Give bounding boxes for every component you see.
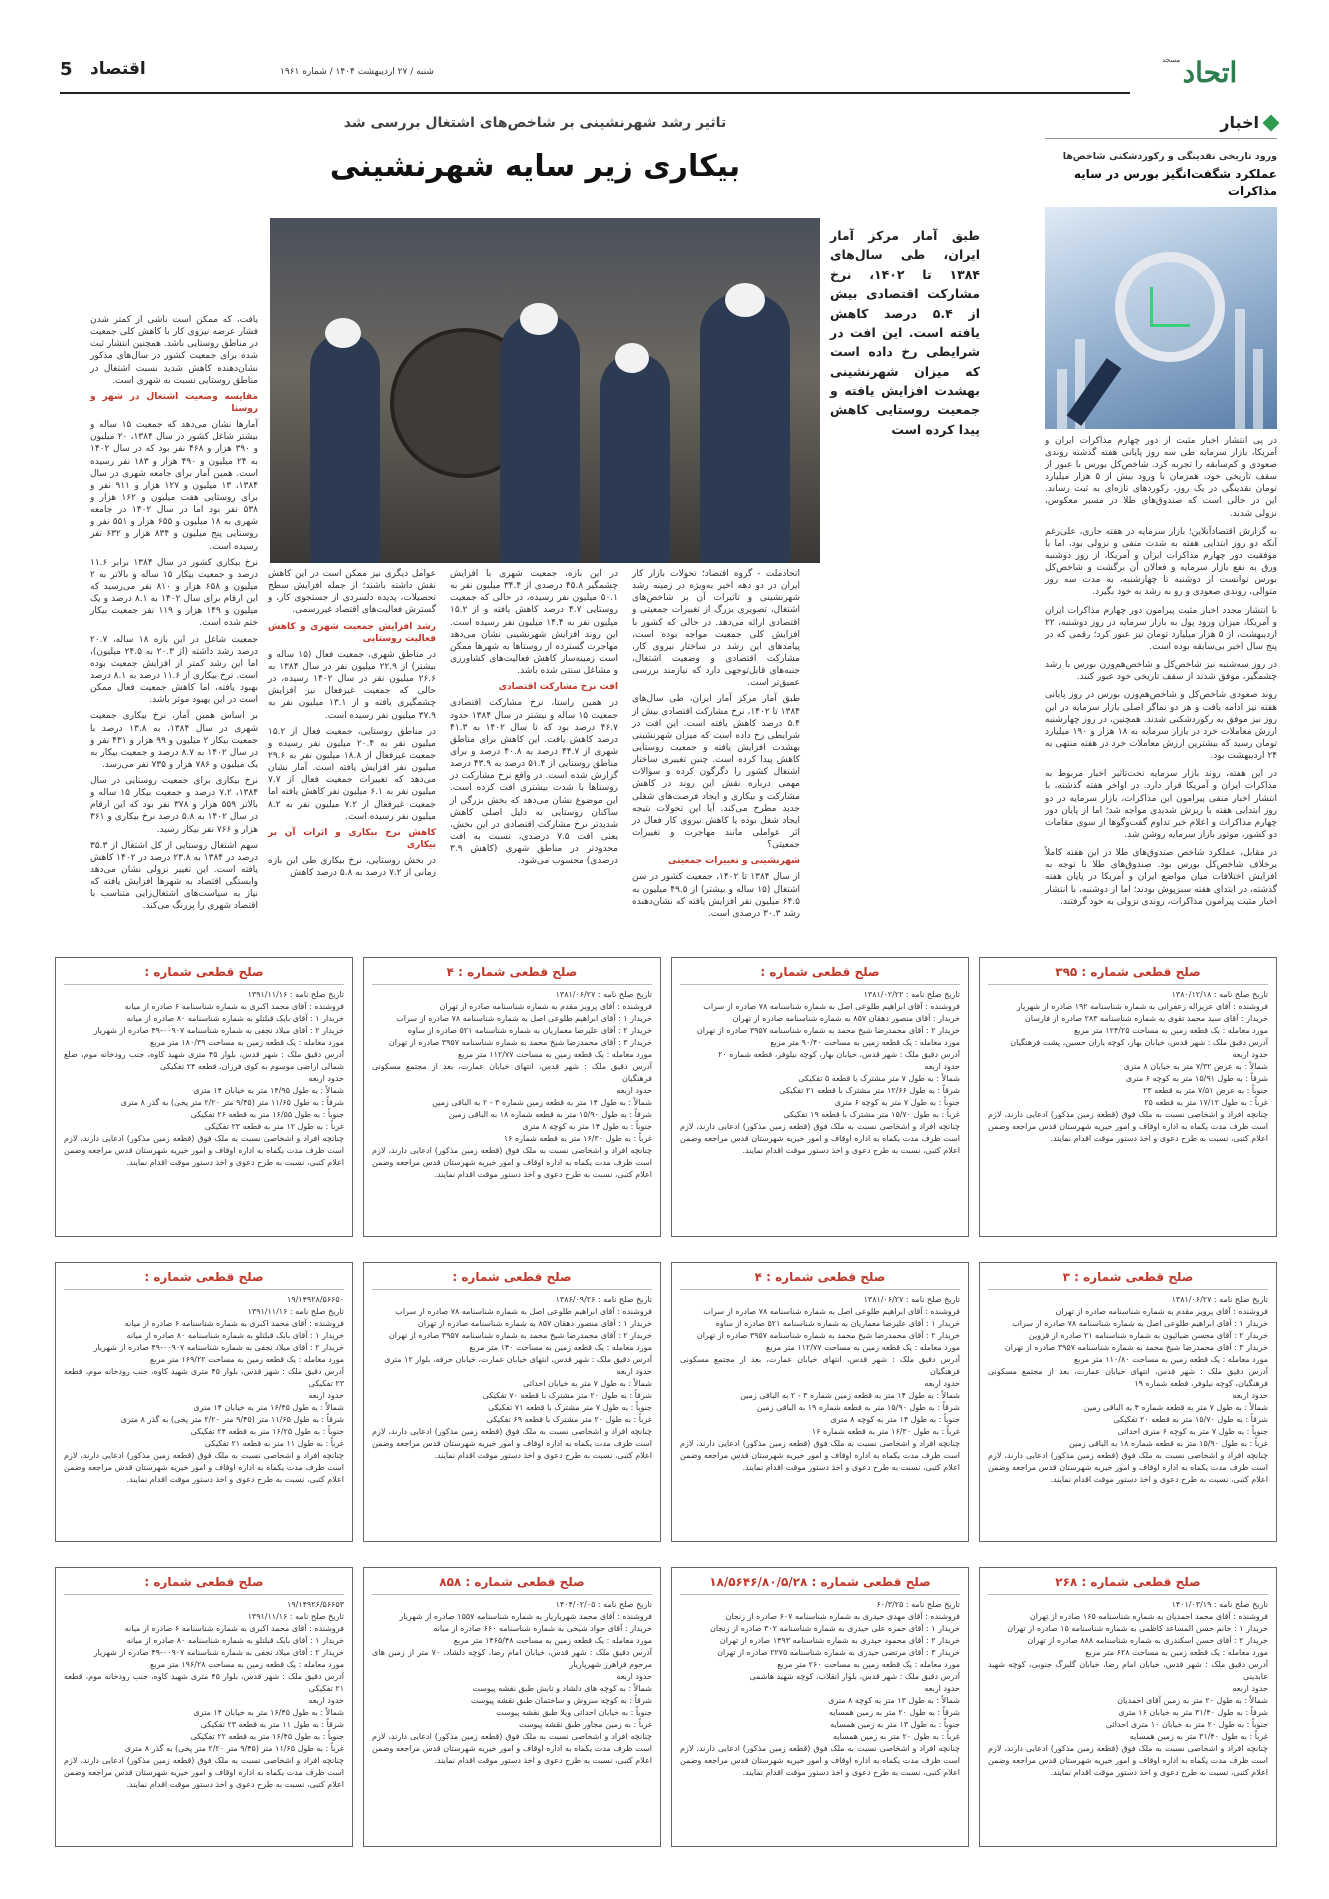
- news-paragraph: در مقابل، عملکرد شاخص صندوق‌های طلا در این هفته کاملاً برخلاف شاخص‌کل بورس بود. صندوق‌های طلا با توجه به افزایش اختلافات میان مواضع ایران و آمریکا در پایان هفته گذشته، در ابتدای هفته سبزپوش بودند؛ اما از دوشنبه، با انتشار اخبار مثبت پیرامون مذاکرات، روندی نزولی به خود گرفتند.: [1045, 848, 1277, 907]
- notice-line: آدرس دقیق ملک : شهر قدس، خیابان بهار، کوچه نیلوفر، قطعه شماره ۲۰: [718, 1050, 960, 1060]
- notice-line: مورد معامله : یک قطعه زمین به مساحت ۶۲۸ متر مربع: [1085, 1648, 1268, 1658]
- notice-line: خریدار ۱ : آقای ابراهیم طلوعی اصل به شماره شناسنامه ۷۸ صادره از سراب: [1012, 1319, 1268, 1329]
- notice-title: صلح قطعی شماره : ۸۵۸: [372, 1574, 652, 1595]
- notice-line: آدرس دقیق ملک : شهر قدس، بلوار ۴۵ متری شهید کاوه، جنب رودخانه موم، قطعه ۲۱ تفکیکی: [64, 1672, 345, 1694]
- notice-line: شرقاً : به طول ۱۱/۶۵ متر (۹/۴۵ متر ۲/۲۰ متر پخی) به گذر ۸ متری: [120, 1415, 344, 1425]
- article-paragraph: نرخ بیکاری برای جمعیت روستایی در سال ۱۳۸۴، ۷.۲ درصد و جمعیت بیکار ۱۵ ساله و بالاتر ۵۵۹ هزار و ۳۷۸ نفر بود که این ارقام در سال ۱۴۰۲ به ۵.۸ درصد نرخ بیکاری و ۳۶۱ هزار و ۷۶۶ نفر بیکار رسید.: [90, 776, 259, 835]
- notice-line: شرقاً : به طول ۱۵/۹۱ متر به کوچه ۶ متری: [1125, 1074, 1268, 1084]
- legal-notice: [671, 957, 969, 1237]
- article-paragraph: بر اساس همین آمار، نرخ بیکاری جمعیت شهری در سال ۱۳۸۴، به ۱۳.۸ درصد با جمعیت بیکار ۲ میلیون و ۹۹ هزار و ۴۳۱ نفر و در سال ۱۴۰۲ به ۸.۷ درصد و جمعیت بیکار به یک میلیون و ۷۸۶ هزار و ۷۳۵ نفر می‌رسد.: [90, 711, 259, 770]
- notice-title: صلح قطعی شماره : ۴: [372, 964, 652, 985]
- notice-line: مورد معامله : یک قطعه زمین به مساحت ۱۲۴/۲۵ متر مربع: [1073, 1026, 1268, 1036]
- notice-line: آدرس دقیق ملک : شهر قدس، خیابان بهار، کوچه یاران حسین، پشت فرهنگیان: [1010, 1038, 1268, 1048]
- notice-line: چنانچه افراد و اشخاصی نسبت به ملک فوق (قطعه زمین مذکور) ادعایی دارند، لازم است ظرف مدت یکماه به اداره اوقاف و امور خیریه شهرستان قدس مراجعه وضمن اعلام کتبی، نسبت به طرح دعوی و اخذ دستور موقت اقدام نمایند.: [680, 1122, 960, 1156]
- notice-line: خریدار ۱ : آقای بابک قبلتلو به شماره شناسنامه ۸۰ صادره از میانه: [126, 1014, 344, 1024]
- notice-line: تاریخ صلح نامه : ۱۳۸۶/۰۹/۲۶: [555, 1295, 652, 1305]
- notice-line: فروشنده : آقای پرویز مقدم به شماره شناسنامه صادره از تهران: [439, 1002, 652, 1012]
- notice-line: چنانچه افراد و اشخاصی نسبت به ملک فوق (قطعه زمین مذکور) ادعایی دارند، لازم است ظرف مدت یکماه به اداره اوقاف و امور خیریه شهرستان قدس مراجعه وضمن اعلام کتبی، نسبت به طرح دعوی و اخذ دستور موقت اقدام نمایند.: [372, 1732, 652, 1766]
- diamond-icon: [1263, 114, 1280, 131]
- notice-line: تاریخ صلح نامه : ۱۴۰۱/۰۳/۱۹: [1171, 1600, 1268, 1610]
- notice-line: ۱۹/۱۴۹۲۸/۵۶۶۵۰: [287, 1295, 344, 1305]
- notice-line: فروشنده : آقای محمد شهریاریار به شماره شناسنامه ۱۵۵۷ صادره از شهریار: [399, 1612, 652, 1622]
- notice-line: تاریخ صلح نامه : ۱۳۸۱/۰۶/۲۷: [555, 990, 652, 1000]
- article-paragraph: آمارها نشان می‌دهد که جمعیت ۱۵ ساله و بیشتر شاغل کشور در سال ۱۳۸۴، ۲۰ میلیون و ۳۹۰ هزار و ۴۶۸ نفر بود که در سال ۱۴۰۲ به ۲۴ میلیون و ۴۹۰ هزار و ۱۸۳ نفر رسیده است. همین آمار برای جامعه شهری در سال ۱۳۸۴، ۱۳ میلیون و ۱۲۷ هزار و ۹۱۱ نفر و برای روستایی هفت میلیون و ۱۶۲ هزار و ۵۳۸ نفر بود اما در سال ۱۴۰۲ در جامعه شهری به ۱۸ میلیون و ۶۵۵ هزار و ۵۵۱ نفر و روستایی پنج میلیون و ۸۳۴ هزار و ۶۳۲ نفر رسیده است.: [90, 420, 259, 552]
- notice-line: شمالاً : به طول ۷ متر به قطعه شماره ۴ به الباقی زمین: [1083, 1403, 1268, 1413]
- notice-line: تاریخ صلح نامه : ۱۳۸۱/۰۶/۲۷: [863, 1295, 960, 1305]
- notice-line: خریدار ۱ : آقای بابک قبلتلو به شماره شناسنامه ۸۰ صادره از میانه: [126, 1331, 344, 1341]
- news-paragraph: در این هفته، روند بازار سرمایه تحت‌تاثیر اخبار مربوط به مذاکرات ایران و آمریکا قرار دارد. در اواخر هفته گذشته، با انتشار اخبار منفی پیرامون این مذاکرات، بازار سرمایه در دو روز ابتدایی هفته با ریزش شدیدی مواجه شد؛ اما از پایان دور چهارم مذاکرات و اعلام خبر تداوم گفت‌وگوها از سوی مقامات دو کشور، موتور بازار سرمایه روشن شد.: [1045, 769, 1277, 840]
- notice-line: مورد معامله : یک قطعه زمین به مساحت ۹۰/۴۰ متر مربع: [770, 1038, 960, 1048]
- legal-notice: [671, 1567, 969, 1847]
- notice-line: مورد معامله : یک قطعه زمین به مساحت ۱۱۰/۸۰ متر مربع: [1073, 1355, 1268, 1365]
- notice-line: غرباً : به طول ۱۱ متر به قطعه ۲۱ تفکیکی: [204, 1439, 344, 1449]
- notice-line: جنوباً : به خیابان احداثی ویلا طبق نقشه پیوست: [496, 1708, 652, 1718]
- notice-line: حدود اربعه: [616, 1086, 652, 1096]
- notice-line: غرباً : به طول ۱۷/۱۲ متر به قطعه ۲۵: [1144, 1098, 1268, 1108]
- notice-line: فروشنده : آقای محمد اکبری به شماره شناسنامه ۶ صادره از میانه: [124, 1319, 344, 1329]
- notice-line: جنوباً : به عرض ۷/۵۱ متر به قطعه ۲۳: [1143, 1086, 1268, 1096]
- notice-line: خریدار ۱ : خانم حسن المساعد کاظمی به شماره شناسنامه ۱۵ صادره از تهران: [1007, 1624, 1268, 1634]
- notice-line: تاریخ صلح نامه : ۶۰/۳/۲۵: [876, 1600, 960, 1610]
- article-paragraph: طبق آمار مرکز آمار ایران، طی سال‌های ۱۳۸۴ تا ۱۴۰۲، نرخ مشارکت اقتصادی بیش از ۵.۴ درصد کاهش یافته است. این افت در شرایطی رخ داده است که میزان شهرنشینی بهشدت افزایش یافته و جمعیت روستایی کاهش پیدا کرده است. چنین تغییری ساختار اشتغال کشور را دگرگون کرده و سوالات مهمی درباره نقش این روند در کاهش مشارکت و بیکاری و ایجاد فرصت‌های شغلی جدید مطرح می‌کند. آیا این تحولات نتیجه ایجاد شغل بوده یا کاهش نیروی کار فعال در اثر عواملی مانند مهاجرت و تغییرات جمعیتی؟: [632, 694, 801, 851]
- notice-line: حدود اربعه: [924, 1684, 960, 1694]
- notice-line: خریدار ۱ : آقای منصور دهقان ۸۵۷ به شماره شناسنامه صادره از تهران: [417, 1319, 652, 1329]
- notice-line: چنانچه افراد و اشخاصی نسبت به ملک فوق (قطعه زمین مذکور) ادعایی دارند، لازم است ظرف مدت یکماه به اداره اوقاف و امور خیریه شهرستان قدس مراجعه وضمن اعلام کتبی، نسبت به طرح دعوی و اخذ دستور موقت اقدام نمایند.: [988, 1744, 1268, 1778]
- logo-text: اتحاد: [1182, 56, 1238, 89]
- notice-line: خریدار ۲ : آقای علیرضا معماریان به شماره شناسنامه ۵۲۱ صادره از ساوه: [407, 1026, 652, 1036]
- notice-line: فروشنده : آقای عزیزاله زعفرانی به شماره شناسنامه ۱۹۲ صادره از شهریار: [1016, 1002, 1268, 1012]
- notice-line: شرقاً : به کوچه سروش و ساختمان طبق نقشه پیوست: [470, 1696, 652, 1706]
- notice-line: حدود اربعه: [308, 1074, 344, 1084]
- article-column-4: [90, 314, 258, 917]
- news-paragraph: در روز سه‌شنبه نیز شاخص‌کل و شاخص‌هم‌وزن بورس با رشد چشمگیر، موفق شدند از سقف تاریخی خود عبور کنند.: [1045, 660, 1277, 683]
- notice-title: صلح قطعی شماره :: [372, 1269, 652, 1290]
- notice-line: خریدار ۱ : آقای حمزه علی حیدری به شماره شناسنامه ۳۰۲ صادره از زنجان: [709, 1624, 960, 1634]
- legal-notice: [363, 957, 661, 1237]
- article-paragraph: جمعیت شاغل در این بازه ۱۸ ساله، ۲۰.۷ درصد رشد داشته (از ۲۰.۳ به ۲۴.۵ میلیون)، اما این رشد کمتر از افزایش جمعیت بوده است. نرخ بیکاری از ۱۱.۶ درصد به ۸.۱ درصد بهبود یافته، اما کاهش جمعیت فعال ممکن است در این بهبود موثر باشد.: [90, 634, 258, 706]
- notice-line: حدود اربعه: [924, 1379, 960, 1389]
- news-header-title: اخبار: [1220, 113, 1259, 132]
- notice-line: حدود اربعه: [308, 1696, 344, 1706]
- notice-line: مورد معامله : یک قطعه زمین به مساحت ۱۱۲/۷۷ متر مربع: [765, 1343, 960, 1353]
- notice-line: غرباً : به طول ۳۱/۴۰ متر به زمین همسایه: [1129, 1732, 1268, 1742]
- notice-title: صلح قطعی شماره :: [64, 1574, 344, 1595]
- growth-arrow-icon: [1150, 287, 1190, 327]
- article-subheading: کاهش نرخ بیکاری و اثرات آن بر بیکاری: [268, 827, 436, 850]
- news-header: [1045, 112, 1277, 139]
- stock-market-photo: [1045, 207, 1277, 429]
- notice-line: چنانچه افراد و اشخاصی نسبت به ملک فوق (قطعه زمین مذکور) ادعایی دارند، لازم است ظرف مدت یکماه به اداره اوقاف و امور خیریه شهرستان قدس مراجعه وضمن اعلام کتبی، نسبت به طرح دعوی و اخذ دستور موقت اقدام نمایند.: [680, 1744, 960, 1778]
- article-paragraph: در مناطق شهری، جمعیت فعال (۱۵ ساله و بیشتر) از ۲۲.۹ میلیون نفر در سال ۱۳۸۴ به ۲۶.۶ میلیون نفر در سال ۱۴۰۲ رسیده، در حالی که جمعیت غیرفعال نیز افزایش چشمگیری یافته و از ۱۳.۱ میلیون نفر به ۳۷.۹ میلیون نفر رسیده است.: [268, 649, 437, 721]
- notice-line: جنوباً : به طول ۷ متر به کوچه ۶ متری: [834, 1098, 960, 1108]
- notice-line: شمالاً : به کوچه های دلشاد و تابش طبق نقشه پیوست: [472, 1684, 652, 1694]
- notice-line: خریدار ۲ : آقای محمدرضا شیخ محمد به شماره شناسنامه ۳۹۵۷ صادره از تهران: [388, 1331, 652, 1341]
- notice-line: خریدار ۲ : آقای میلاد نجفی به شماره شناسنامه ۰۰۹۰۷-۴۹ صادره از شهریار: [93, 1026, 344, 1036]
- notice-line: مورد معامله : یک قطعه زمین به مساحت ۱۶۹/۲۲ متر مربع: [149, 1355, 344, 1365]
- notice-line: غرباً : به طول ۱۶/۳۰ متر به قطعه شماره ۱۶: [503, 1134, 652, 1144]
- notice-line: خریدار ۲ : آقای محسن ضیائیون به شماره شناسنامه ۲۱ صادره از قزوین: [1028, 1331, 1268, 1341]
- notice-line: مورد معامله : یک قطعه زمین به مساحت ۲۶۰ متر مربع: [777, 1660, 960, 1670]
- notice-line: فروشنده : آقای محمد احمدیان به شماره شناسنامه ۱۶۵ صادره از تهران: [1029, 1612, 1268, 1622]
- notice-line: فروشنده : آقای ابراهیم طلوعی اصل به شماره شناسنامه ۷۸ صادره از سراب: [395, 1307, 652, 1317]
- notice-title: صلح قطعی شماره :: [64, 964, 344, 985]
- notice-line: شرقاً : به طول ۳۱/۴۰ متر به خیابان ۱۶ متری: [1118, 1708, 1268, 1718]
- article-headline: بیکاری زیر سایه شهرنشینی: [329, 148, 741, 184]
- legal-notice: [363, 1262, 661, 1542]
- notice-line: غرباً : به طول ۲۰ متر مشترک با قطعه ۶۹ تفکیکی: [486, 1415, 652, 1425]
- notice-line: جنوباً : به طول ۷ متر به کوچه ۶ متری احداثی: [1117, 1427, 1268, 1437]
- notice-line: مورد معامله : یک قطعه زمین به مساحت ۱۴۰ متر مربع: [469, 1343, 652, 1353]
- article-paragraph: اتحادملت - گروه اقتصاد؛ تحولات بازار کار ایران در دو دهه اخیر به‌ویژه در زمینه رشد شهرنشینی و تاثیرات آن بر شاخص‌های اشتغال، تصویری بزرگ از تغییرات جمعیتی و اقتصادی ارائه می‌دهد. در حالی که کشور با افزایش کلی جمعیت مواجه بوده است، پیامدهای این رشد در ساختار نیروی کار، مشارکت اقتصادی و وضعیت اشتغال، جنبه‌های قابل‌توجهی دارد که نیازمند بررسی عمیق‌تر است.: [632, 569, 800, 689]
- notice-line: آدرس دقیق ملک : شهر قدس، خیابان امام رضا، کوچه دلشاد، ۷۰ متر از زمین های مرحوم فراهرز شهریاریار: [372, 1648, 652, 1670]
- notice-line: غرباً : به طول ۱۶/۳۰ متر به قطعه شماره ۱۶: [811, 1427, 960, 1437]
- notice-line: شرقاً : به طول ۱۵/۹۰ متر به قطعه شماره ۱۸ به الباقی زمین: [448, 1110, 652, 1120]
- notice-line: جنوباً : به طول ۱۶/۵۵ متر به قطعه ۲۶ تفکیکی: [190, 1110, 344, 1120]
- article-column-3: [268, 568, 436, 883]
- notice-line: حدود اربعه: [1232, 1684, 1268, 1694]
- notice-line: تاریخ صلح نامه : ۱۳۸۱/۰۲/۲۲: [863, 990, 960, 1000]
- notice-line: حدود اربعه: [308, 1391, 344, 1401]
- notice-line: فروشنده : آقای ابراهیم طلوعی اصل به شماره شناسنامه ۷۸ صادره از سراب: [703, 1002, 960, 1012]
- notice-line: شرقاً : به طول ۱۱/۶۵ متر (۹/۴۵ متر ۲/۲۰ متر پخی) به گذر ۸ متری: [120, 1098, 344, 1108]
- legal-notice: [671, 1262, 969, 1542]
- article-paragraph: در بخش روستایی، نرخ بیکاری طی این بازه زمانی از ۷.۲ درصد به ۵.۸ درصد کاهش: [268, 856, 436, 879]
- news-kicker: ورود تاریخی نقدینگی و رکوردشکنی شاخص‌ها: [1062, 150, 1277, 162]
- notice-line: حدود اربعه: [616, 1672, 652, 1682]
- notice-line: شمالاً : به طول ۱۶/۴۵ متر به خیابان ۱۴ متری: [193, 1708, 344, 1718]
- notice-line: مورد معامله : یک قطعه زمین به مساحت ۱۸۰/۳۹ متر مربع: [149, 1038, 344, 1048]
- notice-line: جنوباً : به طول ۱۶/۴۵ متر به قطعه ۲۲ تفکیکی: [190, 1732, 344, 1742]
- notice-line: خریدار ۱ : آقای علیرضا معماریان به شماره شناسنامه ۵۲۱ صادره از ساوه: [715, 1319, 960, 1329]
- notice-title: صلح قطعی شماره :: [64, 1269, 344, 1290]
- notice-line: جنوباً : به طول ۱۶/۲۵ متر به قطعه ۲۴ تفکیکی: [190, 1427, 344, 1437]
- article-paragraph: عوامل دیگری نیز ممکن است در این کاهش نقش داشته باشند؛ از جمله افزایش سطح تحصیلات، پدیده دلسردی از جستجوی کار، و گسترش فعالیت‌های اقتصاد غیررسمی.: [268, 569, 436, 616]
- page-number: 5: [60, 59, 73, 80]
- notice-line: چنانچه افراد و اشخاصی نسبت به ملک فوق (قطعه زمین مذکور) ادعایی دارند، لازم است ظرف مدت یکماه به اداره اوقاف و امور خیریه شهرستان قدس مراجعه وضمن اعلام کتبی، نسبت به طرح دعوی و اخذ دستور موقت اقدام نمایند.: [988, 1110, 1268, 1144]
- notice-line: جنوباً : به طول ۱۴ متر به کوچه ۸ متری: [522, 1122, 652, 1132]
- notice-line: جنوباً : به طول ۱۴ متر به کوچه ۸ متری: [830, 1415, 960, 1425]
- legal-notice: [979, 957, 1277, 1237]
- notice-line: شرقاً : به طول ۱۵/۹۰ متر به قطعه شماره ۱۹ به الباقی زمین: [756, 1403, 960, 1413]
- notice-line: آدرس دقیق ملک : شهر قدس، انتهای خیابان عمارت، بعد از مجتمع مسکونی فرهنگیان: [372, 1062, 652, 1084]
- article-subheading: افت نرخ مشارکت اقتصادی: [498, 682, 618, 693]
- notice-title: صلح قطعی شماره :: [680, 964, 960, 985]
- section-name: اقتصاد: [90, 59, 146, 79]
- news-paragraph: به گزارش اقتصادآنلاین؛ بازار سرمایه در هفته جاری، علی‌رغم آنکه دو روز ابتدایی هفته به شدت منفی و نزولی بود، اما با موفقیت دور چهارم مذاکرات ایران و آمریکا، از روز دوشنبه ورق به نفع بازار سرمایه و فعالان آن برگشت و شاخص‌کل بورس توانست از دوشنبه تا چهارشنبه، به مدت سه روز متوالی، روندی صعودی و رو به رشد به خود بگیرد.: [1045, 526, 1277, 598]
- notice-line: حدود اربعه: [1232, 1391, 1268, 1401]
- article-paragraph: در این بازه، جمعیت شهری با افزایش چشمگیر ۴۵.۸ درصدی از ۳۴.۴ میلیون نفر به ۵۰.۱ میلیون نفر رسیده، در حالی که جمعیت روستایی ۴.۷ درصد کاهش یافته و از ۱۵.۲ میلیون نفر به ۱۴.۴ میلیون نفر رسیده است. این روند افزایش شهرنشینی نشان می‌دهد مهاجرت گسترده از روستاها به شهرها ممکن است زمینه‌ساز کاهش فعالیت‌های کشاورزی و مشاغل سنتی شده باشد.: [450, 569, 618, 677]
- notice-title: صلح قطعی شماره : ۱۸/۵۶۴۶/۸۰/۵/۲۸: [680, 1574, 960, 1595]
- news-column: [1045, 112, 1277, 942]
- notice-line: جنوباً : به طول ۲۰ متر به خیابان ۱۰ متری احداثی: [1105, 1720, 1268, 1730]
- notice-line: شمالاً : به طول ۷ متر مشترک با قطعه ۵ تفکیکی: [798, 1074, 960, 1084]
- notice-line: خریدار ۱ : آقای ابراهیم طلوعی اصل به شماره شناسنامه ۷۸ صادره از سراب: [396, 1014, 652, 1024]
- notice-line: خریدار : آقای جواد شیخی به شماره شناسنامه ۶۶۰ صادره از میانه: [433, 1624, 652, 1634]
- notice-line: آدرس دقیق ملک : شهر قدس، خیابان امام رضا، خیابان گلبرگ جنوبی، کوچه شهید عابدینی: [988, 1660, 1268, 1682]
- notice-line: آدرس دقیق ملک : شهر قدس، بلوار ۴۵ متری شهید کاوه، جنب رودخانه موم، ضلع شمالی اراضی موسوم به کوی فرزان، قطعه ۲۴ تفکیکی: [64, 1050, 344, 1072]
- notice-title: صلح قطعی شماره : ۲۶۸: [988, 1574, 1268, 1595]
- article-paragraph: از سال ۱۳۸۴ تا ۱۴۰۲، جمعیت کشور در سن اشتغال (۱۵ ساله و بیشتر) از ۴۹.۵ میلیون به ۶۴.۵ میلیون نفر افزایش یافته که نشان‌دهنده رشد ۳۰.۳ درصدی است.: [632, 872, 800, 919]
- notice-line: فروشنده : آقای محمد اکبری به شماره شناسنامه ۶ صادره از میانه: [124, 1002, 344, 1012]
- news-body: [1045, 435, 1277, 908]
- notice-line: خریدار ۲ : آقای حسن اسکندری به شماره شناسنامه ۸۸۸ صادره از تهران: [1027, 1636, 1268, 1646]
- notice-line: غرباً : به طول ۱۵/۹۰ متر به قطعه شماره ۱۸ به الباقی زمین: [1069, 1439, 1268, 1449]
- notice-line: شمالاً : به طول ۱۶/۴۵ متر به خیابان ۱۴ متری: [193, 1403, 344, 1413]
- notice-line: مورد معامله : یک قطعه زمین به مساحت ۱۴۶۵/۴۸ متر مربع: [453, 1636, 652, 1646]
- notice-line: خریدار : آقای سید محمد تقوی به شماره شناسنامه ۲۸۳ صادره از فارسان: [1024, 1014, 1268, 1024]
- notice-line: چنانچه افراد و اشخاصی نسبت به ملک فوق (قطعه زمین مذکور) ادعایی دارند، لازم است ظرف مدت یکماه به اداره اوقاف و امور خیریه شهرستان قدس مراجعه وضمن اعلام کتبی، نسبت به طرح دعوی و اخذ دستور موقت اقدام نمایند.: [680, 1439, 960, 1473]
- notice-line: آدرس دقیق ملک : شهر قدس، بلوار انقلاب، کوچه شهید هاشمی: [749, 1672, 960, 1682]
- notice-line: شمالاً : به طول ۱۴/۹۵ متر به خیابان ۱۴ متری: [193, 1086, 344, 1096]
- article-column-1: [632, 568, 800, 924]
- workers-photo: [270, 218, 820, 563]
- notice-line: ۱۹/۱۴۹۲۶/۵۶۶۵۳: [287, 1600, 344, 1610]
- notice-line: شمالاً : به طول ۱۳ متر به کوچه ۸ متری: [828, 1696, 960, 1706]
- notice-line: خریدار ۳ : آقای محمدرضا شیخ محمد به شماره شناسنامه ۳۹۵۷ صادره از تهران: [388, 1038, 652, 1048]
- notice-line: حدود اربعه: [616, 1367, 652, 1377]
- notice-line: فروشنده : آقای محمد اکبری به شماره شناسنامه ۶ صادره از میانه: [124, 1624, 344, 1634]
- notice-line: تاریخ صلح نامه : ۱۳۹۱/۱۱/۱۶: [247, 990, 344, 1000]
- notice-line: آدرس دقیق ملک : شهر قدس، انتهای خیابان عمارت، بعد از مجتمع مسکونی فرهنگیان، کوچه نیلوفر، قطعه شماره ۱۹: [988, 1367, 1268, 1389]
- header-rule: [60, 92, 1130, 94]
- notice-line: غرباً : به زمین مجاور طبق نقشه پیوست: [518, 1720, 652, 1730]
- legal-notices: [55, 957, 1277, 1862]
- notice-line: تاریخ صلح نامه : ۱۳۸۱/۰۶/۲۷: [1171, 1295, 1268, 1305]
- notice-line: آدرس دقیق ملک : شهر قدس، انتهای خیابان عمارت، بعد از مجتمع مسکونی فرهنگیان: [680, 1355, 960, 1377]
- masthead: [60, 48, 1280, 90]
- notice-line: چنانچه افراد و اشخاصی نسبت به ملک فوق (قطعه زمین مذکور) ادعایی دارند، لازم است ظرف مدت یکماه به اداره اوقاف و امور خیریه شهرستان قدس مراجعه وضمن اعلام کتبی، نسبت به طرح دعوی و اخذ دستور موقت اقدام نمایند.: [64, 1134, 344, 1168]
- legal-notice: [55, 1567, 353, 1847]
- notice-line: جنوباً : به طول ۱۳ متر به زمین همسایه: [830, 1720, 960, 1730]
- notice-line: خریدار ۲ : آقای میلاد نجفی به شماره شناسنامه ۰۰۹۰۷-۴۹ صادره از شهریار: [93, 1343, 344, 1353]
- legal-notice: [363, 1567, 661, 1847]
- notice-line: تاریخ صلح نامه : ۱۳۸۰/۱۲/۱۸: [1171, 990, 1268, 1000]
- notice-line: غرباً : به طول ۲۰ متر به زمین همسایه: [833, 1732, 960, 1742]
- notice-line: تاریخ صلح نامه : ۱۳۹۱/۱۱/۱۶: [247, 1307, 344, 1317]
- legal-notice: [55, 957, 353, 1237]
- news-paragraph: در پی انتشار اخبار مثبت از دور چهارم مذاکرات ایران و آمریکا، بازار سرمایه طی سه روز پایانی هفته گذشته روندی صعودی و کم‌سابقه را تجربه کرد. شاخص‌کل بورس با عبور از سقف تاریخی خود، همزمان با ورود بیش از ۵ هزار میلیارد تومان نقدینگی در یک روز، رکوردهای تازه‌ای به ثبت رساند. این در حالی است که صندوق‌های طلا در مسیر معکوس، نزولی شدند.: [1045, 435, 1277, 519]
- issue-info: شنبه / ۲۷ اردیبهشت ۱۴۰۴ / شماره ۱۹۶۱: [280, 67, 434, 77]
- notice-line: شمالاً : به طول ۷ متر به خیابان احداثی: [523, 1379, 652, 1389]
- article-paragraph: در همین راستا، نرخ مشارکت اقتصادی جمعیت ۱۵ ساله و بیشتر در سال ۱۳۸۴ حدود ۴۶.۷ درصد بود که تا سال ۱۴۰۲ به ۴۱.۳ درصد کاهش یافت. این کاهش برای مناطق شهری از ۴۴.۷ درصد به ۴۰.۸ درصد و برای مناطق روستایی از ۵۱.۴ درصد به ۴۳.۹ درصد گزارش شده است. در واقع نرخ مشارکت در روستاها با شدت بیشتری افت کرده است. این موضوع نشان می‌دهد که بخش بزرگی از ساکنان روستایی به دلیل اصلی کاهش شدیدتر نرخ مشارکت اقتصادی در این بخش، یعنی افت ۷.۵ درصدی، نسبت به افت محدودتر در مناطق شهری (کاهش ۳.۹ درصدی) محسوب می‌شود.: [450, 698, 618, 867]
- notice-line: شرقاً : به طول ۲۰ متر به زمین همسایه: [828, 1708, 960, 1718]
- notice-line: شرقاً : به طول ۱۲/۶۶ متر مشترک با قطعه ۲۱ تفکیکی: [779, 1086, 960, 1096]
- notice-line: خریدار ۱ : آقای بابک قبلتلو به شماره شناسنامه ۸۰ صادره از میانه: [126, 1636, 344, 1646]
- notice-line: شمالاً : به طول ۲۰ متر به زمین آقای احمدیان: [1117, 1696, 1268, 1706]
- notice-line: تاریخ صلح نامه : ۱۳۹۱/۱۱/۱۶: [247, 1612, 344, 1622]
- legal-notice: [979, 1567, 1277, 1847]
- notice-title: صلح قطعی شماره : ۳: [988, 1269, 1268, 1290]
- news-paragraph: با انتشار مجدد اخبار مثبت پیرامون دور چهارم مذاکرات ایران و آمریکا، میزان ورود پول به بازار سرمایه در روز دوشنبه، ۲۲ اردیبهشت، از ۵ هزار میلیارد تومان نیز عبور کرد؛ رقمی که در پنج سال اخیر بی‌سابقه بوده است.: [1045, 605, 1277, 653]
- newspaper-logo: [1140, 54, 1280, 90]
- article-pullquote: طبق آمار مرکز آمار ایران، طی سال‌های ۱۳۸۴ تا ۱۴۰۲، نرخ مشارکت اقتصادی بیش از ۵.۴ درصد کاهش یافته است. این افت در شرایطی رخ داده است که میزان شهرنشینی بهشدت افزایش یافته و جمعیت روستایی کاهش پیدا کرده است: [830, 228, 980, 437]
- notice-line: خریدار ۲ : آقای محمدرضا شیخ محمد به شماره شناسنامه ۳۹۵۷ صادره از تهران: [696, 1026, 960, 1036]
- notice-line: خریدار : آقای منصور دهقان ۸۵۷ به شماره شناسنامه صادره از تهران: [732, 1014, 960, 1024]
- notice-line: مورد معامله : یک قطعه زمین به مساحت ۱۱۲/۷۷ متر مربع: [457, 1050, 652, 1060]
- article-column-2: [450, 568, 618, 871]
- notice-line: شمالاً : به عرض ۷/۳۲ متر به خیابان ۸ متری: [1123, 1062, 1268, 1072]
- article-subheading: رشد افزایش جمعیت شهری و کاهش فعالیت روستایی: [268, 621, 436, 644]
- article-paragraph: در مناطق روستایی، جمعیت فعال از ۱۵.۲ میلیون نفر به ۲۰.۴ میلیون نفر رسیده و جمعیت غیرفعال از ۱۸.۸ میلیون نفر به ۲۹.۶ میلیون نفر افزایش یافته است. آمار نشان می‌دهد که تغییرات جمعیت فعال از ۷.۷ میلیون نفر به ۶.۱ میلیون نفر کاهش یافته اما جمعیت غیرفعال از ۷.۲ میلیون نفر به ۸.۲ میلیون نفر رسیده است.: [268, 726, 437, 822]
- notice-line: چنانچه افراد و اشخاصی نسبت به ملک فوق (قطعه زمین مذکور) ادعایی دارند، لازم است ظرف مدت یکماه به اداره اوقاف و امور خیریه شهرستان قدس مراجعه وضمن اعلام کتبی، نسبت به طرح دعوی و اخذ دستور موقت اقدام نمایند.: [372, 1427, 652, 1461]
- article-rotitr: تاثیر رشد شهرنشینی بر شاخص‌های اشتغال بررسی شد: [343, 115, 727, 131]
- notice-line: حدود اربعه: [924, 1062, 960, 1072]
- notice-line: شرقاً : به طول ۱۵/۷۰ متر به قطعه ۲۰ تفکیکی: [1113, 1415, 1268, 1425]
- logo-small-text: مسجد: [1162, 56, 1181, 64]
- notice-line: شرقاً : به طول ۲۰ متر مشترک با قطعه ۷۰ تفکیکی: [482, 1391, 652, 1401]
- notice-line: شمالاً : به طول ۱۴ متر به قطعه زمین شماره ۳ - ۲ به الباقی زمین: [740, 1391, 960, 1401]
- notice-line: خریدار ۳ : آقای محمدرضا شیخ محمد به شماره شناسنامه ۳۹۵۷ صادره از تهران: [1004, 1343, 1268, 1353]
- notice-line: شمالاً : به طول ۱۴ متر به قطعه زمین شماره ۳ - ۲ به الباقی زمین: [432, 1098, 652, 1108]
- article-subheading: مقایسه وضعیت اشتغال در شهر و روستا: [90, 391, 258, 414]
- notice-line: خریدار ۲ : آقای محمود حیدری به شماره شناسنامه ۱۴۹۳ صادره از تهران: [719, 1636, 960, 1646]
- notice-line: غرباً : به طول ۱۱/۶۵ متر (۹/۴۵ متر ۲/۲۰ متر پخی) به گذر ۸ متری: [124, 1744, 344, 1754]
- notice-line: آدرس دقیق ملک : شهر قدس، بلوار ۴۵ متری شهید کاوه، جنب رودخانه موم، قطعه ۲۳ تفکیکی: [64, 1367, 345, 1389]
- article-paragraph: سهم اشتغال روستایی از کل اشتغال از ۳۵.۳ درصد در ۱۳۸۴ به ۲۳.۸ درصد در ۱۴۰۲ کاهش یافته است. این تغییر نزولی نشان می‌دهد وابستگی اقتصاد به شهرها افزایش یافته که نیاز به سیاست‌های اشتغال‌زایی متناسب با اقتصاد شهری را پررنگ می‌کند.: [90, 840, 259, 912]
- notice-title: صلح قطعی شماره : ۴: [680, 1269, 960, 1290]
- notice-line: چنانچه افراد و اشخاصی نسبت به ملک فوق (قطعه زمین مذکور) ادعایی دارند، لازم است ظرف مدت یکماه به اداره اوقاف و امور خیریه شهرستان قدس مراجعه وضمن اعلام کتبی، نسبت به طرح دعوی و اخذ دستور موقت اقدام نمایند.: [988, 1451, 1268, 1485]
- legal-notice: [55, 1262, 353, 1542]
- main-article: [90, 108, 980, 938]
- notice-line: شرقاً : به طول ۱۱ متر به قطعه ۲۳ تفکیکی: [200, 1720, 344, 1730]
- notice-line: حدود اربعه: [1232, 1050, 1268, 1060]
- news-title: عملکرد شگفت‌انگیز بورس در سایه مذاکرات: [1073, 167, 1277, 198]
- notice-line: خریدار ۲ : آقای میلاد نجفی به شماره شناسنامه ۰۰۹۰۷-۴۹ صادره از شهریار: [93, 1648, 344, 1658]
- notice-line: خریدار ۳ : آقای مرتضی حیدری به شماره شناسنامه ۲۲۷۵ صادره از تهران: [717, 1648, 960, 1658]
- notice-line: غرباً : به طول ۱۵/۷۰ متر مشترک با قطعه ۱۹ تفکیکی: [783, 1110, 960, 1120]
- notice-line: چنانچه افراد و اشخاصی نسبت به ملک فوق (قطعه زمین مذکور) ادعایی دارند، لازم است ظرف مدت یکماه به اداره اوقاف و امور خیریه شهرستان قدس مراجعه وضمن اعلام کتبی، نسبت به طرح دعوی و اخذ دستور موقت اقدام نمایند.: [372, 1146, 652, 1180]
- notice-line: چنانچه افراد و اشخاصی نسبت به ملک فوق (قطعه زمین مذکور) ادعایی دارند، لازم است ظرف مدت یکماه به اداره اوقاف و امور خیریه شهرستان قدس مراجعه وضمن اعلام کتبی، نسبت به طرح دعوی و اخذ دستور موقت اقدام نمایند.: [64, 1451, 344, 1485]
- notice-line: آدرس دقیق ملک : شهر قدس، انتهای خیابان عمارت، خیابان حرفه، بلوار ۱۲ متری: [384, 1355, 652, 1365]
- notice-line: تاریخ صلح نامه : ۱۴۰۴/۰۲/۰۵: [555, 1600, 652, 1610]
- notice-line: فروشنده : آقای مهدی حیدری به شماره شناسنامه ۶۰۷ صادره از زنجان: [725, 1612, 960, 1622]
- notice-line: فروشنده : آقای پرویز مقدم به شماره شناسنامه صادره از تهران: [1055, 1307, 1268, 1317]
- notice-line: چنانچه افراد و اشخاصی نسبت به ملک فوق (قطعه زمین مذکور) ادعایی دارند، لازم است ظرف مدت یکماه به اداره اوقاف و امور خیریه شهرستان قدس مراجعه وضمن اعلام کتبی، نسبت به طرح دعوی و اخذ دستور موقت اقدام نمایند.: [64, 1756, 344, 1790]
- article-paragraph: نرخ بیکاری کشور در سال ۱۳۸۴ برابر ۱۱.۶ درصد و جمعیت بیکار ۱۵ ساله و بالاتر به ۲ میلیون و ۶۵۸ هزار و ۸۱۰ نفر می‌رسید که این ارقام برای سال ۱۴۰۲ به ۸.۱ درصد و یک میلیون و ۱۴۹ هزار و ۱۱۹ نفر جمعیت بیکار ختم شده است.: [90, 557, 259, 629]
- article-subheading: شهرنشینی و تغییرات جمعیتی: [668, 856, 800, 867]
- notice-line: جنوباً : به طول ۷ متر مشترک با قطعه ۷۱ تفکیکی: [488, 1403, 652, 1413]
- news-paragraph: روند صعودی شاخص‌کل و شاخص‌هم‌وزن بورس در روز پایانی هفته نیز ادامه یافت و هر دو نماگر اصلی بازار سرمایه در این روز نیز موفق به رکوردشکنی شدند. همچنین، در روز چهارشنبه ارزش معاملات خرد در بازار سرمایه به ۱۸ هزار و ۱۹۰ میلیارد تومان رسید که بیشترین ارزش معاملات خرد در هفته منتهی به ۲۴ اردیبهشت بود.: [1045, 690, 1277, 762]
- notice-line: خریدار ۲ : آقای محمدرضا شیخ محمد به شماره شناسنامه ۳۹۵۷ صادره از تهران: [696, 1331, 960, 1341]
- notice-line: غرباً : به طول ۱۲ متر به قطعه ۲۳ تفکیکی: [204, 1122, 344, 1132]
- article-paragraph: یافت، که ممکن است ناشی از کمتر شدن فشار عرضه نیروی کار با کاهش کلی جمعیت در مناطق روستایی باشد. همچنین انتشار ثبت شده برای جمعیت کشور در سال‌های مذکور نشان‌دهنده کاهش شدید نسبت اشتغال در مناطق روستایی نسبت به شهری است.: [90, 315, 258, 386]
- legal-notice: [979, 1262, 1277, 1542]
- notice-title: صلح قطعی شماره : ۳۹۵: [988, 964, 1268, 985]
- notice-line: مورد معامله : یک قطعه زمین به مساحت ۱۹۶/۲۸ متر مربع: [149, 1660, 344, 1670]
- notice-line: فروشنده : آقای ابراهیم طلوعی اصل به شماره شناسنامه ۷۸ صادره از سراب: [703, 1307, 960, 1317]
